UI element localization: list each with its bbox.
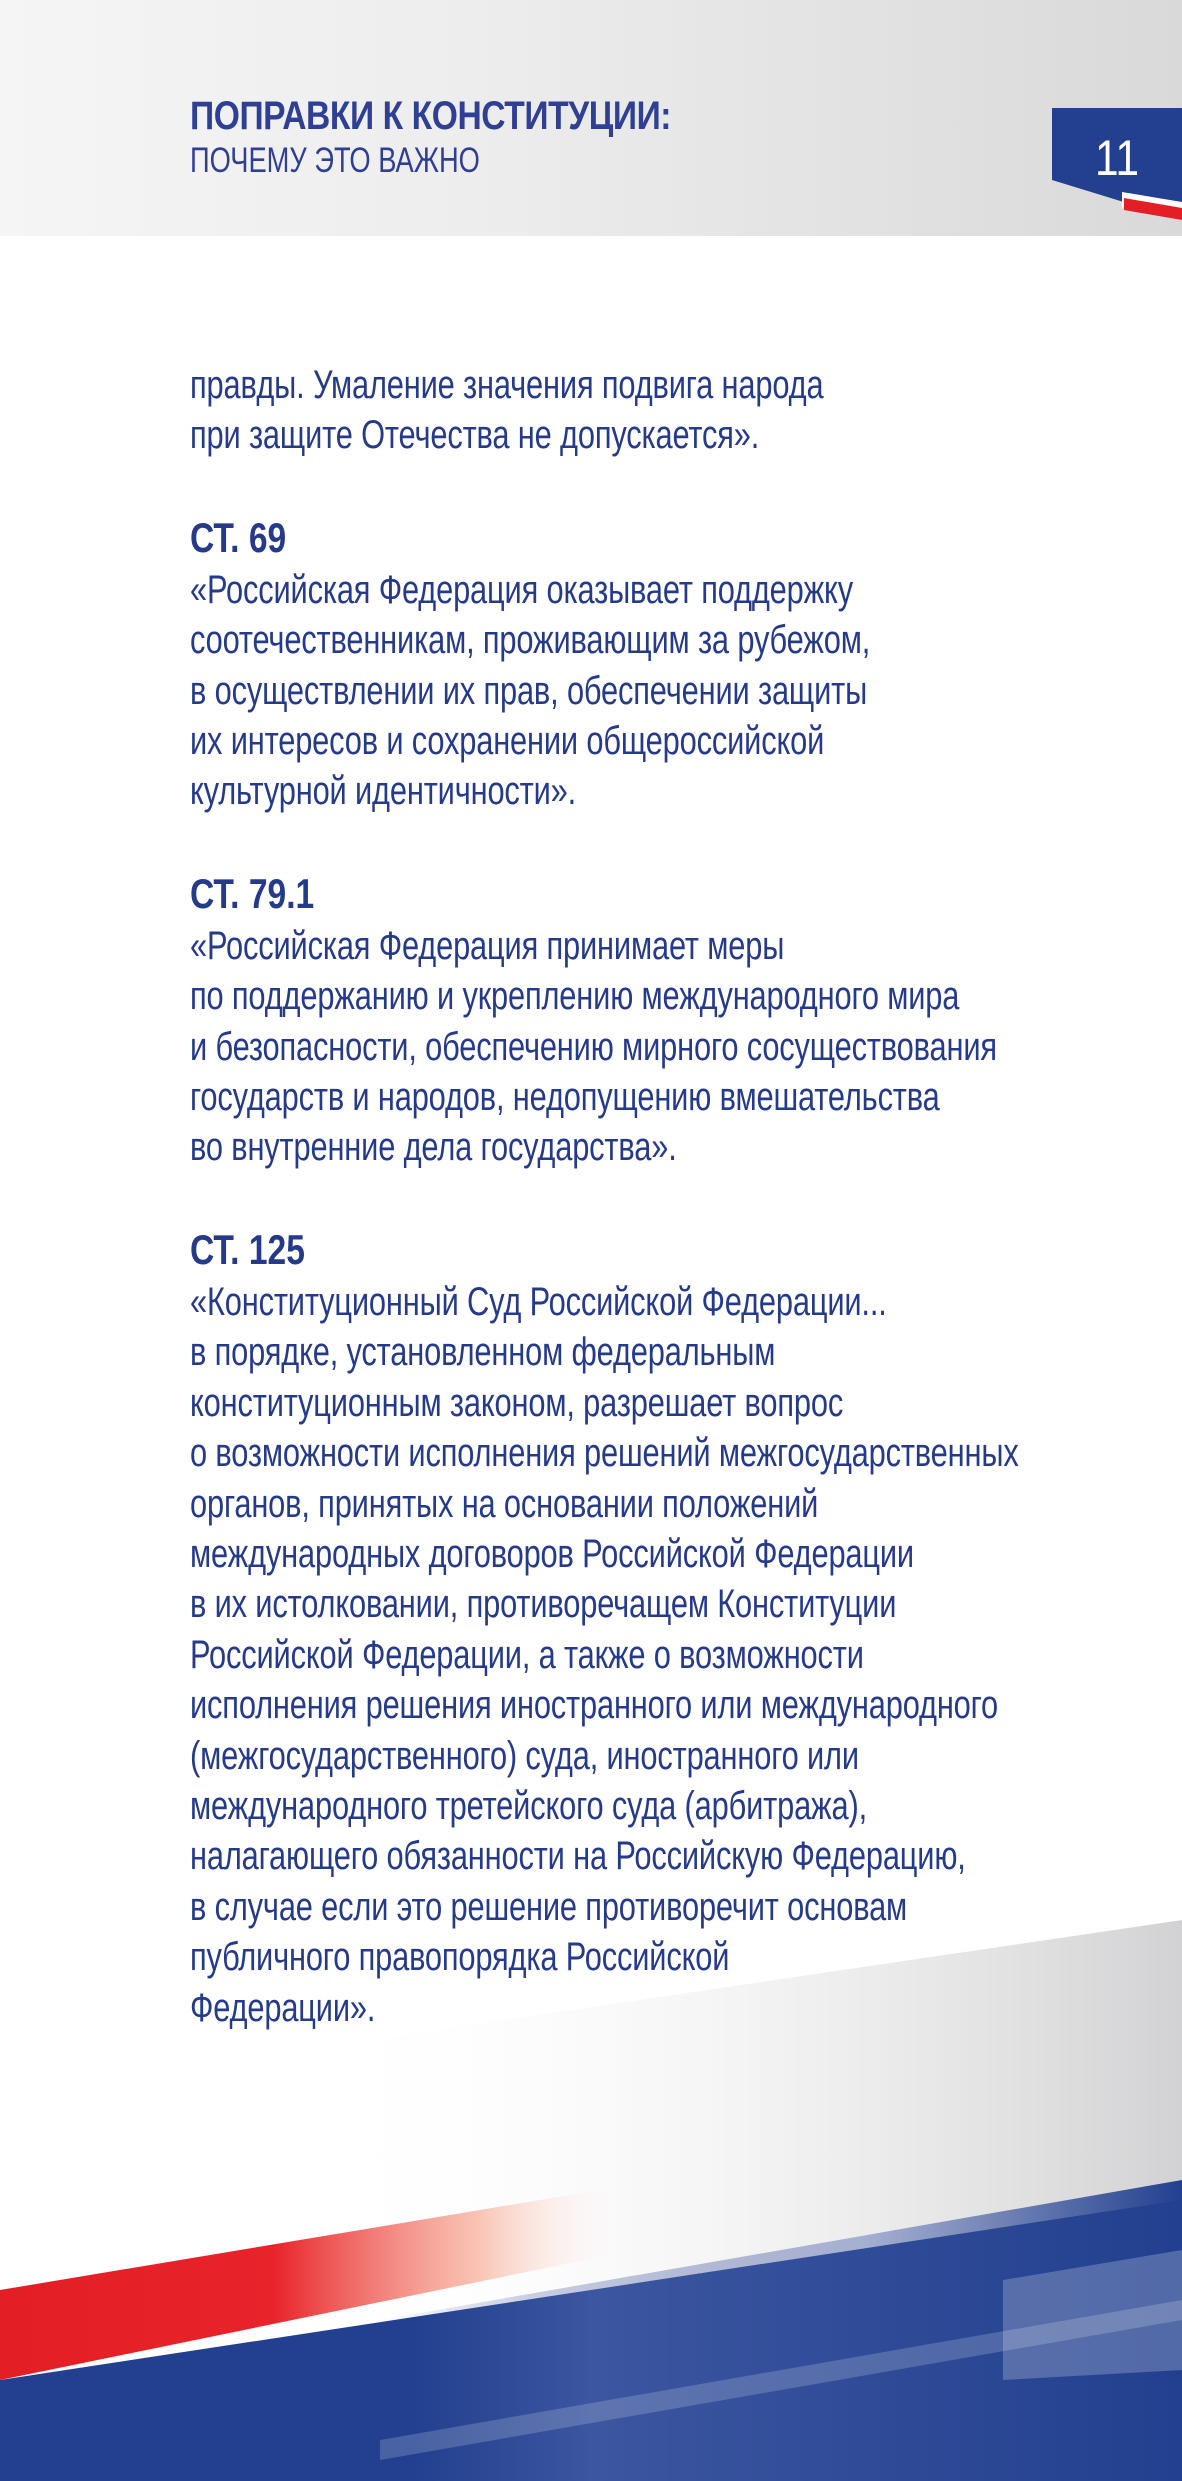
text-line: конституционным законом, разрешает вопрос xyxy=(190,1380,844,1425)
header-title: ПОПРАВКИ К КОНСТИТУЦИИ: xyxy=(190,94,672,138)
article-title: СТ. 79.1 xyxy=(190,869,315,917)
text-line: и безопасности, обеспечению мирного сосуществования xyxy=(190,1024,997,1069)
text-line: о возможности исполнения решений межгосударственных xyxy=(190,1431,1019,1476)
article-title: СТ. 69 xyxy=(190,513,287,561)
text-line: Российской Федерации, а также о возможности xyxy=(190,1632,864,1677)
text-line: органов, принятых на основании положений xyxy=(190,1481,819,1526)
text-line: международных договоров Российской Федерации xyxy=(190,1531,914,1576)
footer-flag-art xyxy=(0,1900,1182,2481)
text-line: их интересов и сохранении общероссийской xyxy=(190,719,825,764)
text-line: соотечественникам, проживающим за рубежом, xyxy=(190,618,871,663)
text-line: во внутренние дела государства». xyxy=(190,1125,677,1170)
text-line: правды. Умаление значения подвига народа xyxy=(190,363,824,407)
text-line: государств и народов, недопущению вмешательства xyxy=(190,1075,940,1120)
text-line: «Российская Федерация оказывает поддержку xyxy=(190,567,853,612)
header-subtitle: ПОЧЕМУ ЭТО ВАЖНО xyxy=(190,141,480,180)
text-line: в осуществлении их прав, обеспечении защиты xyxy=(190,668,868,713)
text-line: при защите Отечества не допускается». xyxy=(190,413,760,458)
article-69 xyxy=(190,511,1170,817)
text-line: в случае если это решение противоречит основам xyxy=(190,1884,908,1929)
article-79-1 xyxy=(190,867,1170,1173)
page-number: 11 xyxy=(1094,130,1140,186)
text-line: налагающего обязанности на Российскую Федерацию, xyxy=(190,1834,966,1879)
main-content xyxy=(190,360,1170,2033)
text-line: публичного правопорядка Российской xyxy=(190,1935,730,1980)
text-line: (межгосударственного) суда, иностранного или xyxy=(190,1733,859,1778)
text-line: «Конституционный Суд Российской Федерации... xyxy=(190,1279,887,1324)
text-line: в их истолковании, противоречащем Конституции xyxy=(190,1582,897,1627)
text-line: по поддержанию и укреплению международного мира xyxy=(190,974,960,1019)
text-line: международного третейского суда (арбитража), xyxy=(190,1783,867,1828)
text-line: «Российская Федерация принимает меры xyxy=(190,923,785,968)
text-line: Федерации». xyxy=(190,1985,376,2030)
text-line: в порядке, установленном федеральным xyxy=(190,1330,776,1375)
text-line: исполнения решения иностранного или международного xyxy=(190,1683,999,1728)
intro-paragraph xyxy=(190,360,1170,461)
article-title: СТ. 125 xyxy=(190,1225,305,1273)
text-line: культурной идентичности». xyxy=(190,769,577,814)
